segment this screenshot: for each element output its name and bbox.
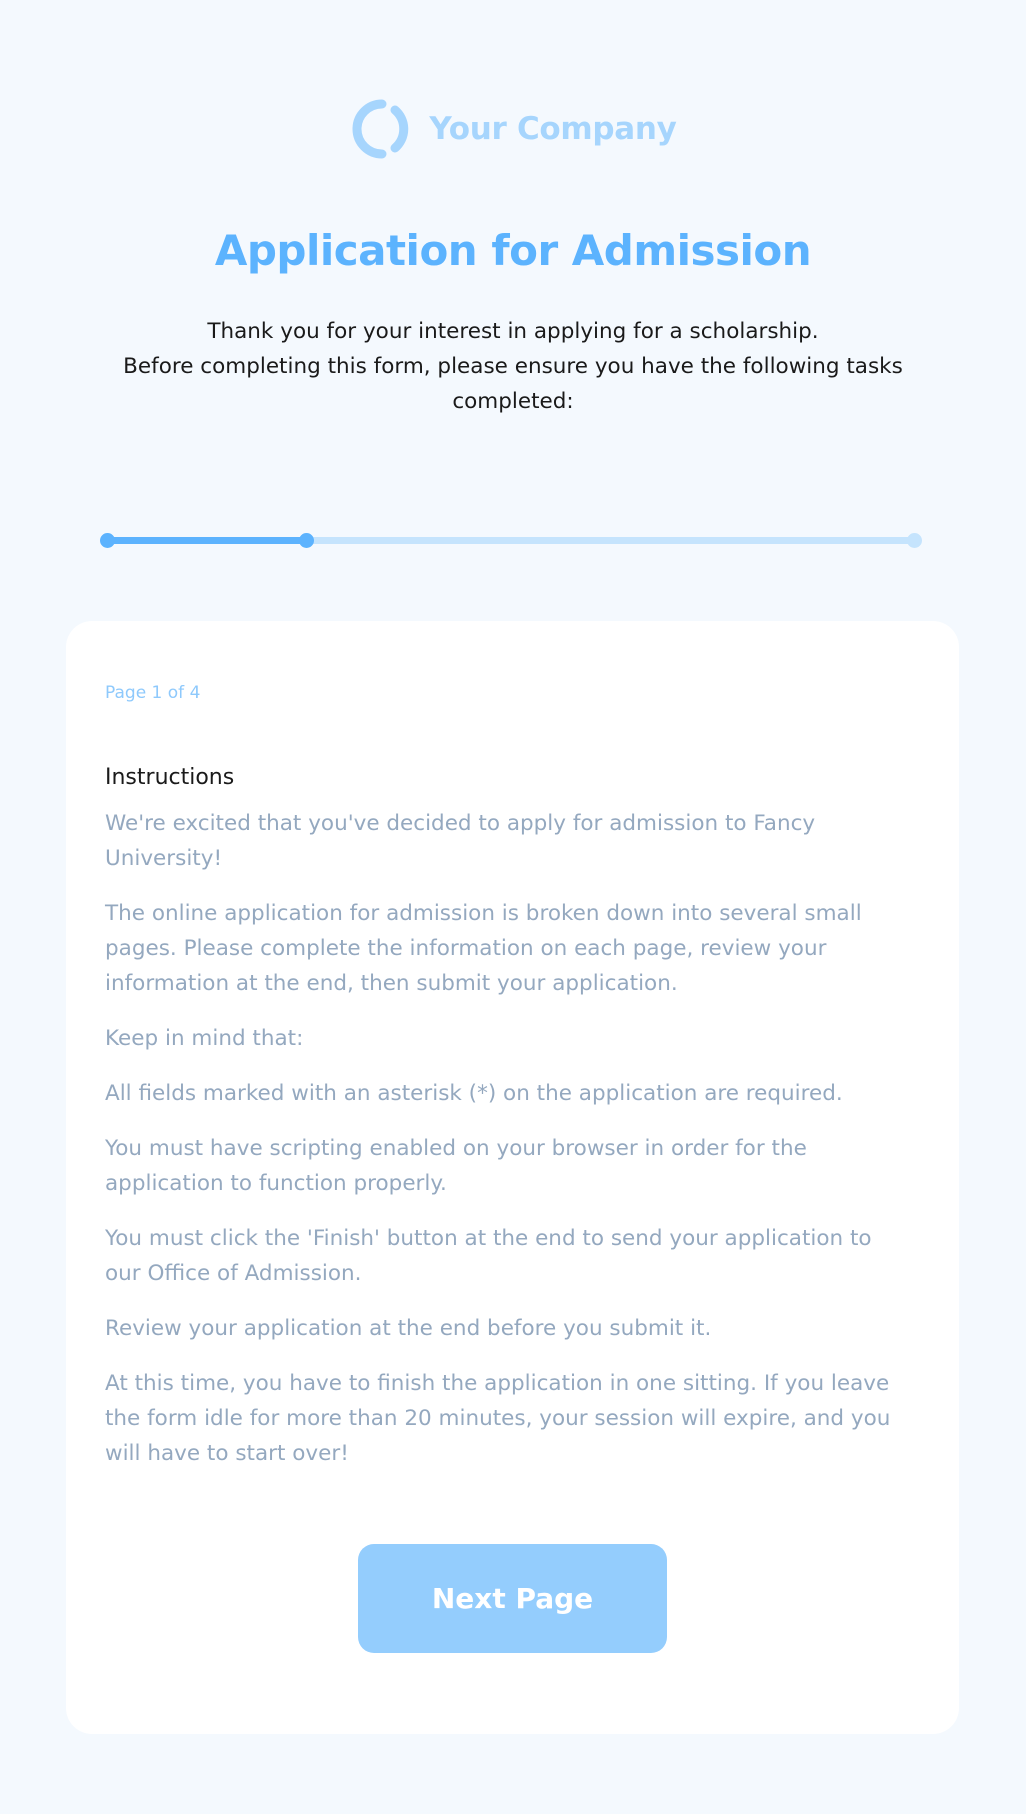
section-heading: Instructions — [105, 765, 235, 790]
next-page-button[interactable]: Next Page — [358, 1544, 667, 1653]
page-indicator: Page 1 of 4 — [105, 683, 201, 703]
progress-fill — [107, 537, 306, 544]
instruction-paragraph: We're excited that you've decided to apply for admission to Fancy University! — [105, 811, 816, 871]
instructions-body — [105, 806, 905, 1491]
instruction-paragraph: Keep in mind that: — [105, 1026, 304, 1051]
progress-current-dot — [299, 533, 314, 548]
instruction-paragraph: All fields marked with an asterisk (*) on the application are required. — [105, 1081, 843, 1106]
intro-line-2: Before completing this form, please ensure you have the following tasks completed: — [123, 354, 903, 414]
instruction-paragraph: The online application for admission is broken down into several small pages. Please complete the information on each page, review your information at the end, then submit your application. — [105, 901, 862, 996]
instruction-paragraph: You must click the 'Finish' button at the end to send your application to our Office of Admission. — [105, 1226, 872, 1286]
instruction-paragraph: You must have scripting enabled on your browser in order for the application to function properly. — [105, 1136, 807, 1196]
progress-end-dot — [907, 533, 922, 548]
company-name: Your Company — [429, 111, 677, 147]
progress-bar — [100, 533, 922, 547]
instruction-paragraph: Review your application at the end before you submit it. — [105, 1316, 712, 1341]
page-title: Application for Admission — [214, 226, 812, 275]
intro-text — [113, 314, 913, 419]
instruction-paragraph: At this time, you have to finish the application in one sitting. If you leave the form idle for more than 20 minutes, your session will expire, and you will have to start over! — [105, 1371, 891, 1466]
ring-logo-icon — [349, 96, 415, 162]
brand-header — [0, 96, 1026, 162]
progress-start-dot — [100, 533, 115, 548]
intro-line-1: Thank you for your interest in applying for a scholarship. — [207, 319, 819, 344]
